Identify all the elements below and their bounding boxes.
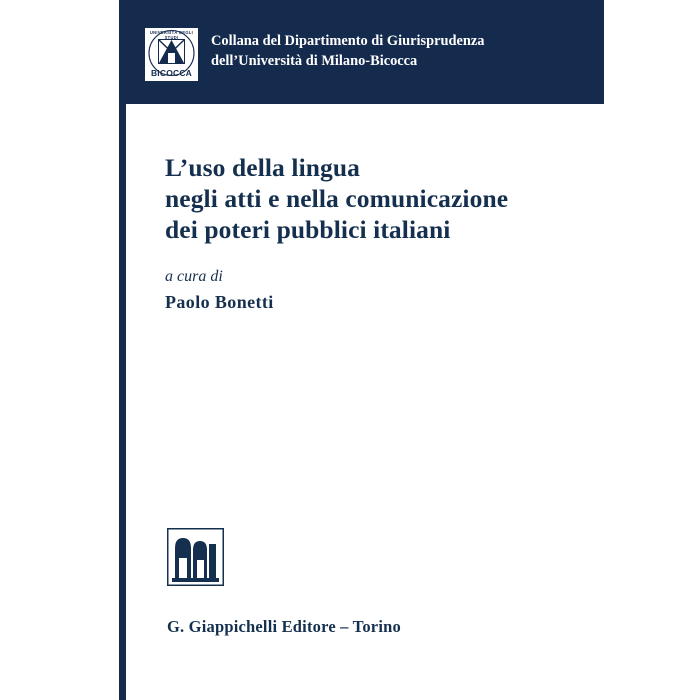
book-title-line-2: negli atti e nella comunicazione [165, 184, 509, 213]
cover-spine-stripe [119, 0, 126, 700]
publisher-name: G. Giappichelli Editore – Torino [167, 617, 401, 636]
series-title-line-1: Collana del Dipartimento di Giurisprudenza [211, 33, 485, 49]
series-title-line-2: dell’Università di Milano-Bicocca [211, 53, 418, 69]
logo-arc-text: UNIVERSITÀ DEGLI STUDI [149, 30, 194, 40]
university-logo [145, 28, 198, 81]
book-title-line-3: dei poteri pubblici italiani [165, 215, 451, 244]
cover-header-band [126, 0, 604, 104]
editor-name: Paolo Bonetti [165, 292, 274, 312]
logo-wordmark: BICOCCA [150, 68, 193, 78]
editor-role-label: a cura di [165, 268, 223, 285]
series-title [211, 31, 591, 71]
logo-emblem-icon [158, 39, 185, 64]
book-title-line-1: L’uso della lingua [165, 153, 361, 182]
book-title [165, 152, 595, 245]
giappichelli-logo-icon [167, 528, 224, 586]
